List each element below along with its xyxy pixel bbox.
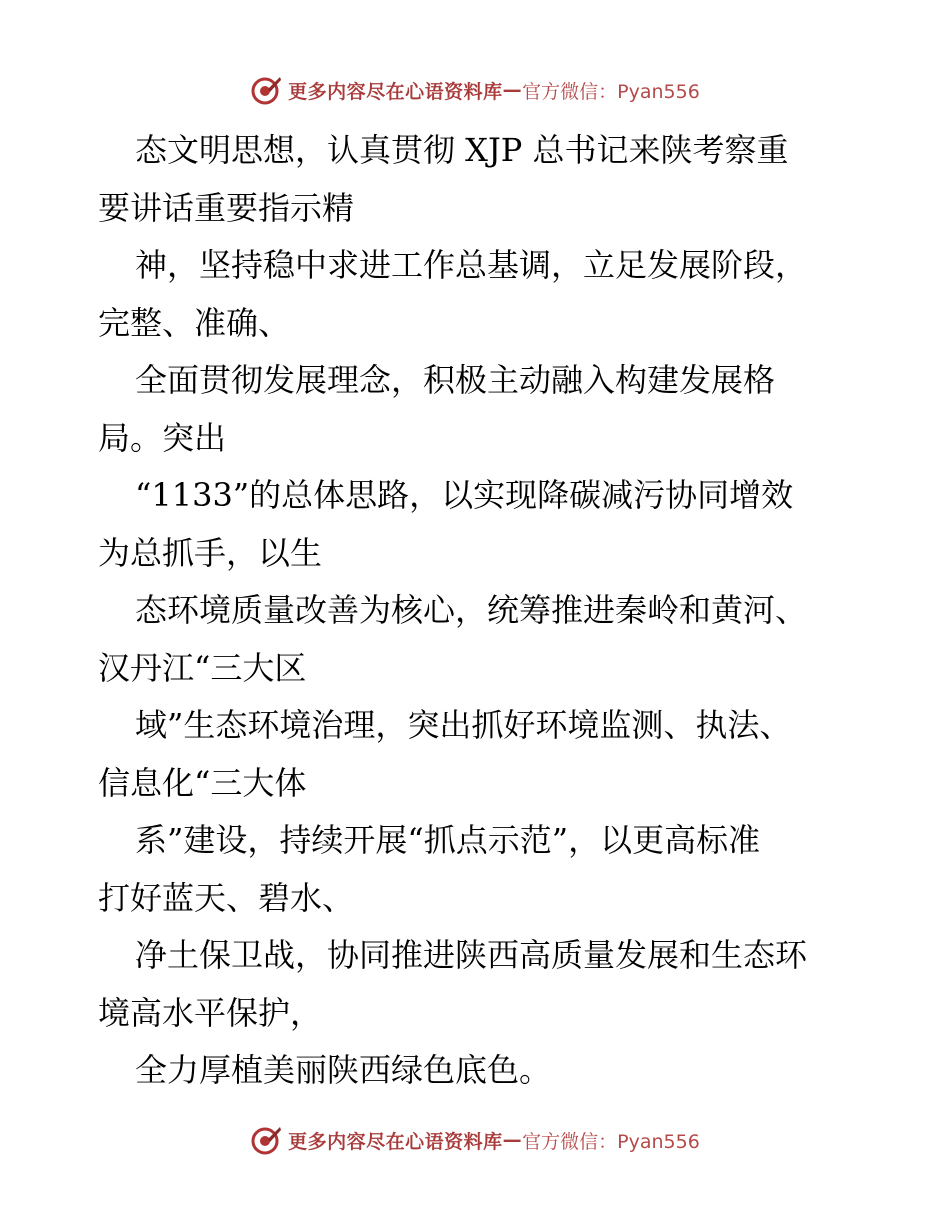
body-line: 信息化“三大体 xyxy=(98,763,307,802)
pen-logo-icon xyxy=(250,74,282,106)
body-line: 系”建设，持续开展“抓点示范”，以更高标准 xyxy=(135,821,761,859)
footer-banner xyxy=(0,1120,950,1160)
body-line: 完整、准确、 xyxy=(98,303,291,342)
body-line: 要讲话重要指示精 xyxy=(98,188,355,227)
header-banner xyxy=(0,70,950,110)
banner-text: 更多内容尽在心语资料库 xyxy=(288,80,503,103)
wechat-text: 官方微信：Pyan556 xyxy=(522,1130,700,1153)
body-line: “1133”的总体思路，以实现降碳减污协同增效 xyxy=(135,476,794,514)
banner-separator: — xyxy=(502,79,523,101)
body-line: 局。突出 xyxy=(98,418,227,457)
body-line: 汉丹江“三大区 xyxy=(98,648,307,687)
body-line: 态环境质量改善为核心，统筹推进秦岭和黄河、 xyxy=(135,591,808,629)
body-line: 打好蓝天、碧水、 xyxy=(98,878,355,917)
body-line: 境高水平保护， xyxy=(98,993,323,1032)
document-body xyxy=(98,122,858,1100)
body-line: 神，坚持稳中求进工作总基调，立足发展阶段， xyxy=(135,246,808,284)
pen-logo-icon xyxy=(250,1124,282,1156)
banner-text: 更多内容尽在心语资料库 xyxy=(288,1130,503,1153)
body-line: 域”生态环境治理，突出抓好环境监测、执法、 xyxy=(135,706,792,744)
body-line: 全力厚植美丽陕西绿色底色。 xyxy=(135,1051,552,1089)
body-line: 全面贯彻发展理念，积极主动融入构建发展格 xyxy=(135,361,776,399)
wechat-text: 官方微信：Pyan556 xyxy=(522,80,700,103)
body-line: 为总抓手，以生 xyxy=(98,533,323,572)
banner-separator: — xyxy=(502,1129,523,1151)
body-line: 净土保卫战，协同推进陕西高质量发展和生态环 xyxy=(135,936,808,974)
body-line: 态文明思想，认真贯彻 XJP 总书记来陕考察重 xyxy=(135,131,789,169)
